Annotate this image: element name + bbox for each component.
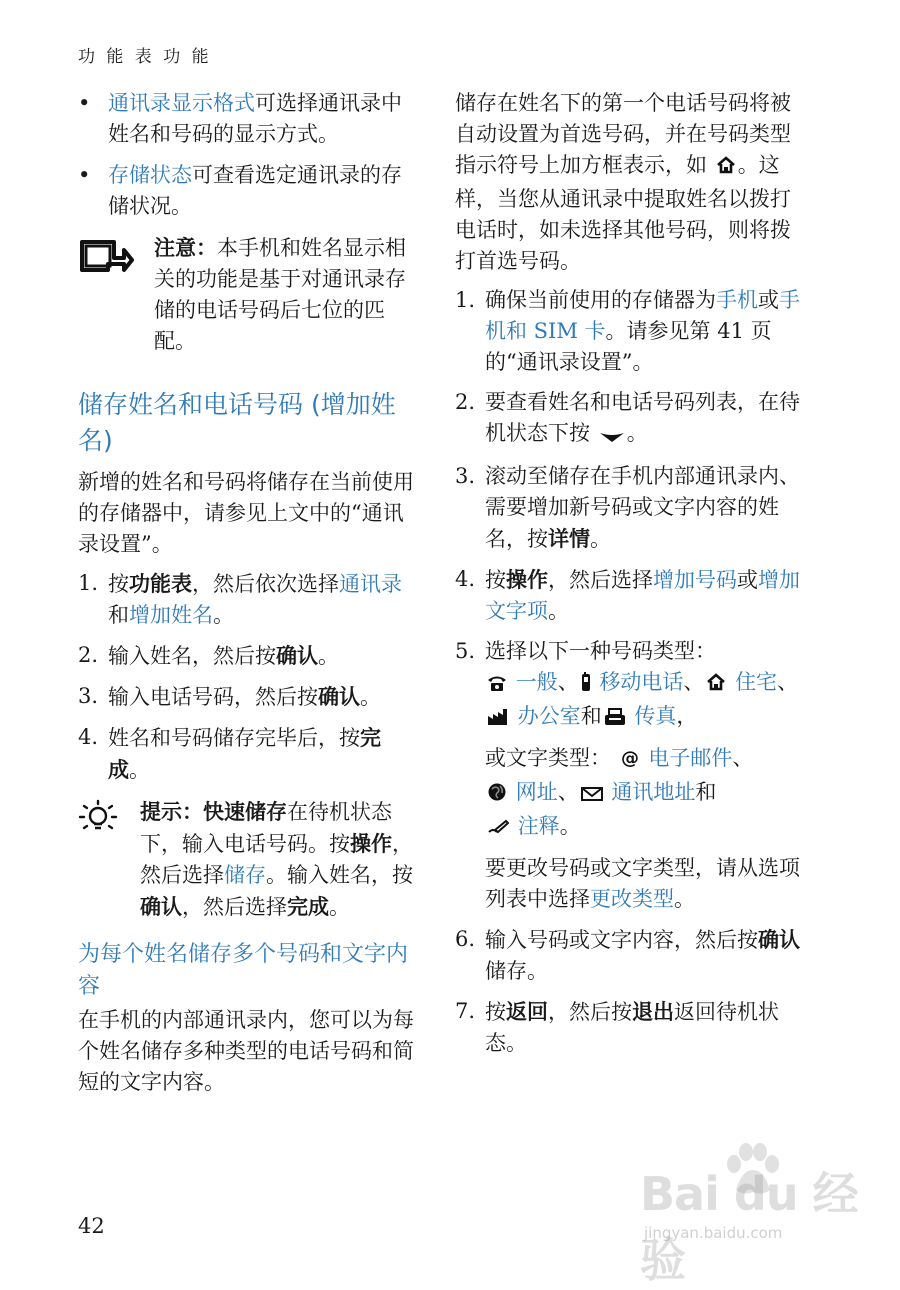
menu-link[interactable]: 存储状态 — [108, 163, 192, 187]
list-item — [78, 160, 420, 222]
step-text: 按 — [108, 572, 129, 596]
step-text: 。 — [674, 887, 695, 911]
list-item — [78, 88, 420, 150]
type-link[interactable]: 办公室 — [517, 704, 581, 728]
step-item — [455, 924, 807, 987]
step-text: 要查看姓名和电话号码列表，在待机状态下按 — [485, 390, 800, 445]
svg-text:@: @ — [620, 748, 639, 768]
type-link[interactable]: 一般 — [515, 670, 558, 694]
step-number: 5. — [455, 639, 476, 663]
step-item — [455, 285, 807, 378]
step-text: 要更改号码或文字类型，请从选项列表中选择 — [485, 856, 800, 911]
step-number: 1. — [455, 288, 476, 312]
softkey-label: 退出 — [632, 999, 674, 1024]
step-text: 或文字类型： — [485, 746, 611, 770]
menu-link[interactable]: 增加姓名 — [129, 603, 213, 627]
scroll-down-key-icon — [599, 421, 625, 452]
watermark — [640, 1148, 860, 1287]
section-title: 储存姓名和电话号码 (增加姓名) — [78, 390, 396, 455]
running-header: 功 能 表 功 能 — [78, 47, 212, 67]
watermark-url: jingyan.baidu.com — [644, 1224, 783, 1242]
step-number: 2. — [78, 643, 99, 667]
subsection-title: 为每个姓名储存多个号码和文字内容 — [78, 942, 409, 999]
tip-text: ，然后选择 — [182, 895, 287, 919]
separator: 、 — [683, 670, 705, 694]
step-number: 6. — [455, 927, 476, 951]
menu-link[interactable]: 增加文字项 — [485, 568, 800, 623]
softkey-label: 详情 — [548, 526, 590, 551]
menu-link[interactable]: 通讯录 — [339, 572, 402, 596]
tip-text: 在待机状态下，输入电话号码。按 — [140, 800, 392, 856]
tip-label: 提示： — [140, 799, 203, 824]
step-number: 3. — [455, 464, 476, 488]
step-text: 。 — [548, 599, 569, 623]
step-number: 7. — [455, 999, 476, 1023]
step-text: 输入姓名，然后按 — [108, 644, 276, 668]
step-item — [78, 722, 420, 786]
step-text: 按 — [485, 568, 506, 592]
type-link[interactable]: 住宅 — [735, 670, 778, 694]
step-text: 或 — [758, 288, 779, 312]
tip-text: 。 — [329, 895, 350, 919]
note-hand-icon — [78, 236, 134, 285]
step-text: 确保当前使用的存储器为 — [485, 288, 716, 312]
section-intro: 新增的姓名和号码将储存在当前使用的存储器中，请参见上文中的“通讯录设置”。 — [78, 470, 414, 556]
left-column — [78, 88, 420, 1106]
step-number: 1. — [78, 571, 99, 595]
home-box-icon — [716, 153, 736, 184]
telephone-icon — [487, 670, 507, 701]
separator: 、 — [777, 670, 799, 694]
step-text: 输入号码或文字内容，然后按 — [485, 928, 758, 952]
note-box — [78, 232, 420, 357]
note-text: 本手机和姓名显示相关的功能是基于对通讯录存储的电话号码后七位的匹配。 — [154, 236, 406, 353]
step-number: 4. — [78, 725, 99, 749]
softkey-label: 确认 — [140, 894, 182, 919]
tip-bold: 快速储存 — [203, 799, 287, 824]
step-text: 。 — [626, 421, 648, 445]
step-text: ，然后依次选择 — [192, 572, 339, 596]
softkey-label: 完成 — [287, 894, 329, 919]
softkey-label: 确认 — [758, 927, 800, 952]
softkey-label: 操作 — [506, 567, 548, 592]
subsection-intro: 在手机的内部通讯录内，您可以为每个姓名储存多种类型的电话号码和简短的文字内容。 — [78, 1008, 414, 1094]
softkey-label: 确认 — [318, 684, 360, 709]
conjunction: 和 — [580, 704, 602, 728]
step-item — [78, 681, 420, 713]
step-text: 按 — [485, 1000, 506, 1024]
menu-link[interactable]: 更改类型 — [590, 887, 674, 911]
bullet-icon: • — [78, 163, 91, 187]
step-text: ，然后选择 — [548, 568, 653, 592]
page-number: 42 — [78, 1214, 105, 1238]
preferred-number-paragraph — [455, 88, 807, 277]
step-text: 。 — [213, 603, 234, 627]
step-item — [455, 564, 807, 627]
bullet-icon: • — [78, 91, 91, 115]
at-sign-icon — [620, 746, 640, 777]
step-text: 储存。 — [485, 959, 548, 983]
bullet-text: 可查看选定通讯录的存储状况。 — [108, 163, 402, 218]
mobile-phone-icon — [581, 670, 591, 701]
separator: 。 — [559, 814, 581, 838]
softkey-label: 完成 — [108, 725, 381, 782]
office-icon — [487, 704, 509, 735]
envelope-icon — [581, 780, 603, 811]
separator: 、 — [732, 746, 754, 770]
step-text: 返回待机状态。 — [485, 1000, 779, 1055]
step-text: 。 — [590, 527, 611, 551]
step-text: 滚动至储存在手机内部通讯录内、需要增加新号码或文字内容的姓名，按 — [485, 464, 800, 551]
step-text: 。 — [318, 644, 339, 668]
step-text: 姓名和号码储存完毕后，按 — [108, 726, 360, 750]
right-column — [455, 88, 807, 1068]
watermark-brand: Bai du 经验 — [640, 1167, 858, 1287]
menu-link[interactable]: 手机 — [716, 288, 758, 312]
fax-icon — [604, 704, 626, 735]
type-link[interactable]: 通讯地址 — [611, 780, 696, 804]
separator: ， — [676, 704, 698, 728]
step-item — [455, 461, 807, 555]
para-text: 。这样，当您从通讯录中提取姓名以拨打电话时，如未选择其他号码，则将拨打首选号码。 — [455, 153, 791, 273]
note-label: 注意： — [154, 235, 217, 260]
step-text: 和 — [108, 603, 129, 627]
step-text: 输入电话号码，然后按 — [108, 685, 318, 709]
menu-link[interactable]: 增加号码 — [653, 568, 737, 592]
step-text: 。 — [360, 685, 381, 709]
type-link[interactable]: 网址 — [515, 780, 558, 804]
softkey-label: 操作 — [350, 831, 392, 856]
step-item — [78, 568, 420, 631]
menu-link[interactable]: 储存 — [224, 863, 266, 887]
step-text: ，然后按 — [548, 1000, 632, 1024]
separator: 、 — [557, 670, 579, 694]
globe-icon — [487, 780, 507, 811]
type-link[interactable]: 注释 — [517, 814, 560, 838]
separator: 、 — [557, 780, 579, 804]
type-link[interactable]: 传真 — [634, 704, 677, 728]
step-item — [455, 996, 807, 1059]
softkey-label: 功能表 — [129, 571, 192, 596]
para-text: 储存在姓名下的第一个电话号码将被自动设置为首选号码，并在号码类型指示符号上加方框表示，如 — [455, 91, 791, 177]
menu-link[interactable]: 手机和 SIM 卡 — [485, 288, 800, 343]
softkey-label: 确认 — [276, 643, 318, 668]
tip-text: 。输入姓名，按 — [266, 863, 413, 887]
conjunction: 和 — [695, 780, 717, 804]
step-number: 4. — [455, 567, 476, 591]
memo-pen-icon — [487, 814, 509, 845]
tip-text: ，然后选择 — [140, 832, 413, 887]
home-icon — [706, 670, 726, 701]
tip-box — [78, 796, 420, 923]
menu-link[interactable]: 通讯录显示格式 — [108, 91, 255, 115]
bullet-text: 可选择通讯录中姓名和号码的显示方式。 — [108, 91, 402, 146]
step-text: 选择以下一种号码类型： — [485, 639, 716, 663]
step-text: 或 — [737, 568, 758, 592]
step-item — [455, 387, 807, 452]
type-link[interactable]: 电子邮件 — [648, 746, 733, 770]
step-number: 2. — [455, 390, 476, 414]
step-text: 。 — [129, 758, 150, 782]
softkey-label: 返回 — [506, 999, 548, 1024]
lightbulb-icon — [78, 798, 118, 847]
step-number: 3. — [78, 684, 99, 708]
step-item — [78, 640, 420, 672]
type-link[interactable]: 移动电话 — [599, 670, 684, 694]
step-item — [455, 636, 807, 915]
step-text: 。请参见第 41 页的“通讯录设置”。 — [485, 319, 772, 374]
